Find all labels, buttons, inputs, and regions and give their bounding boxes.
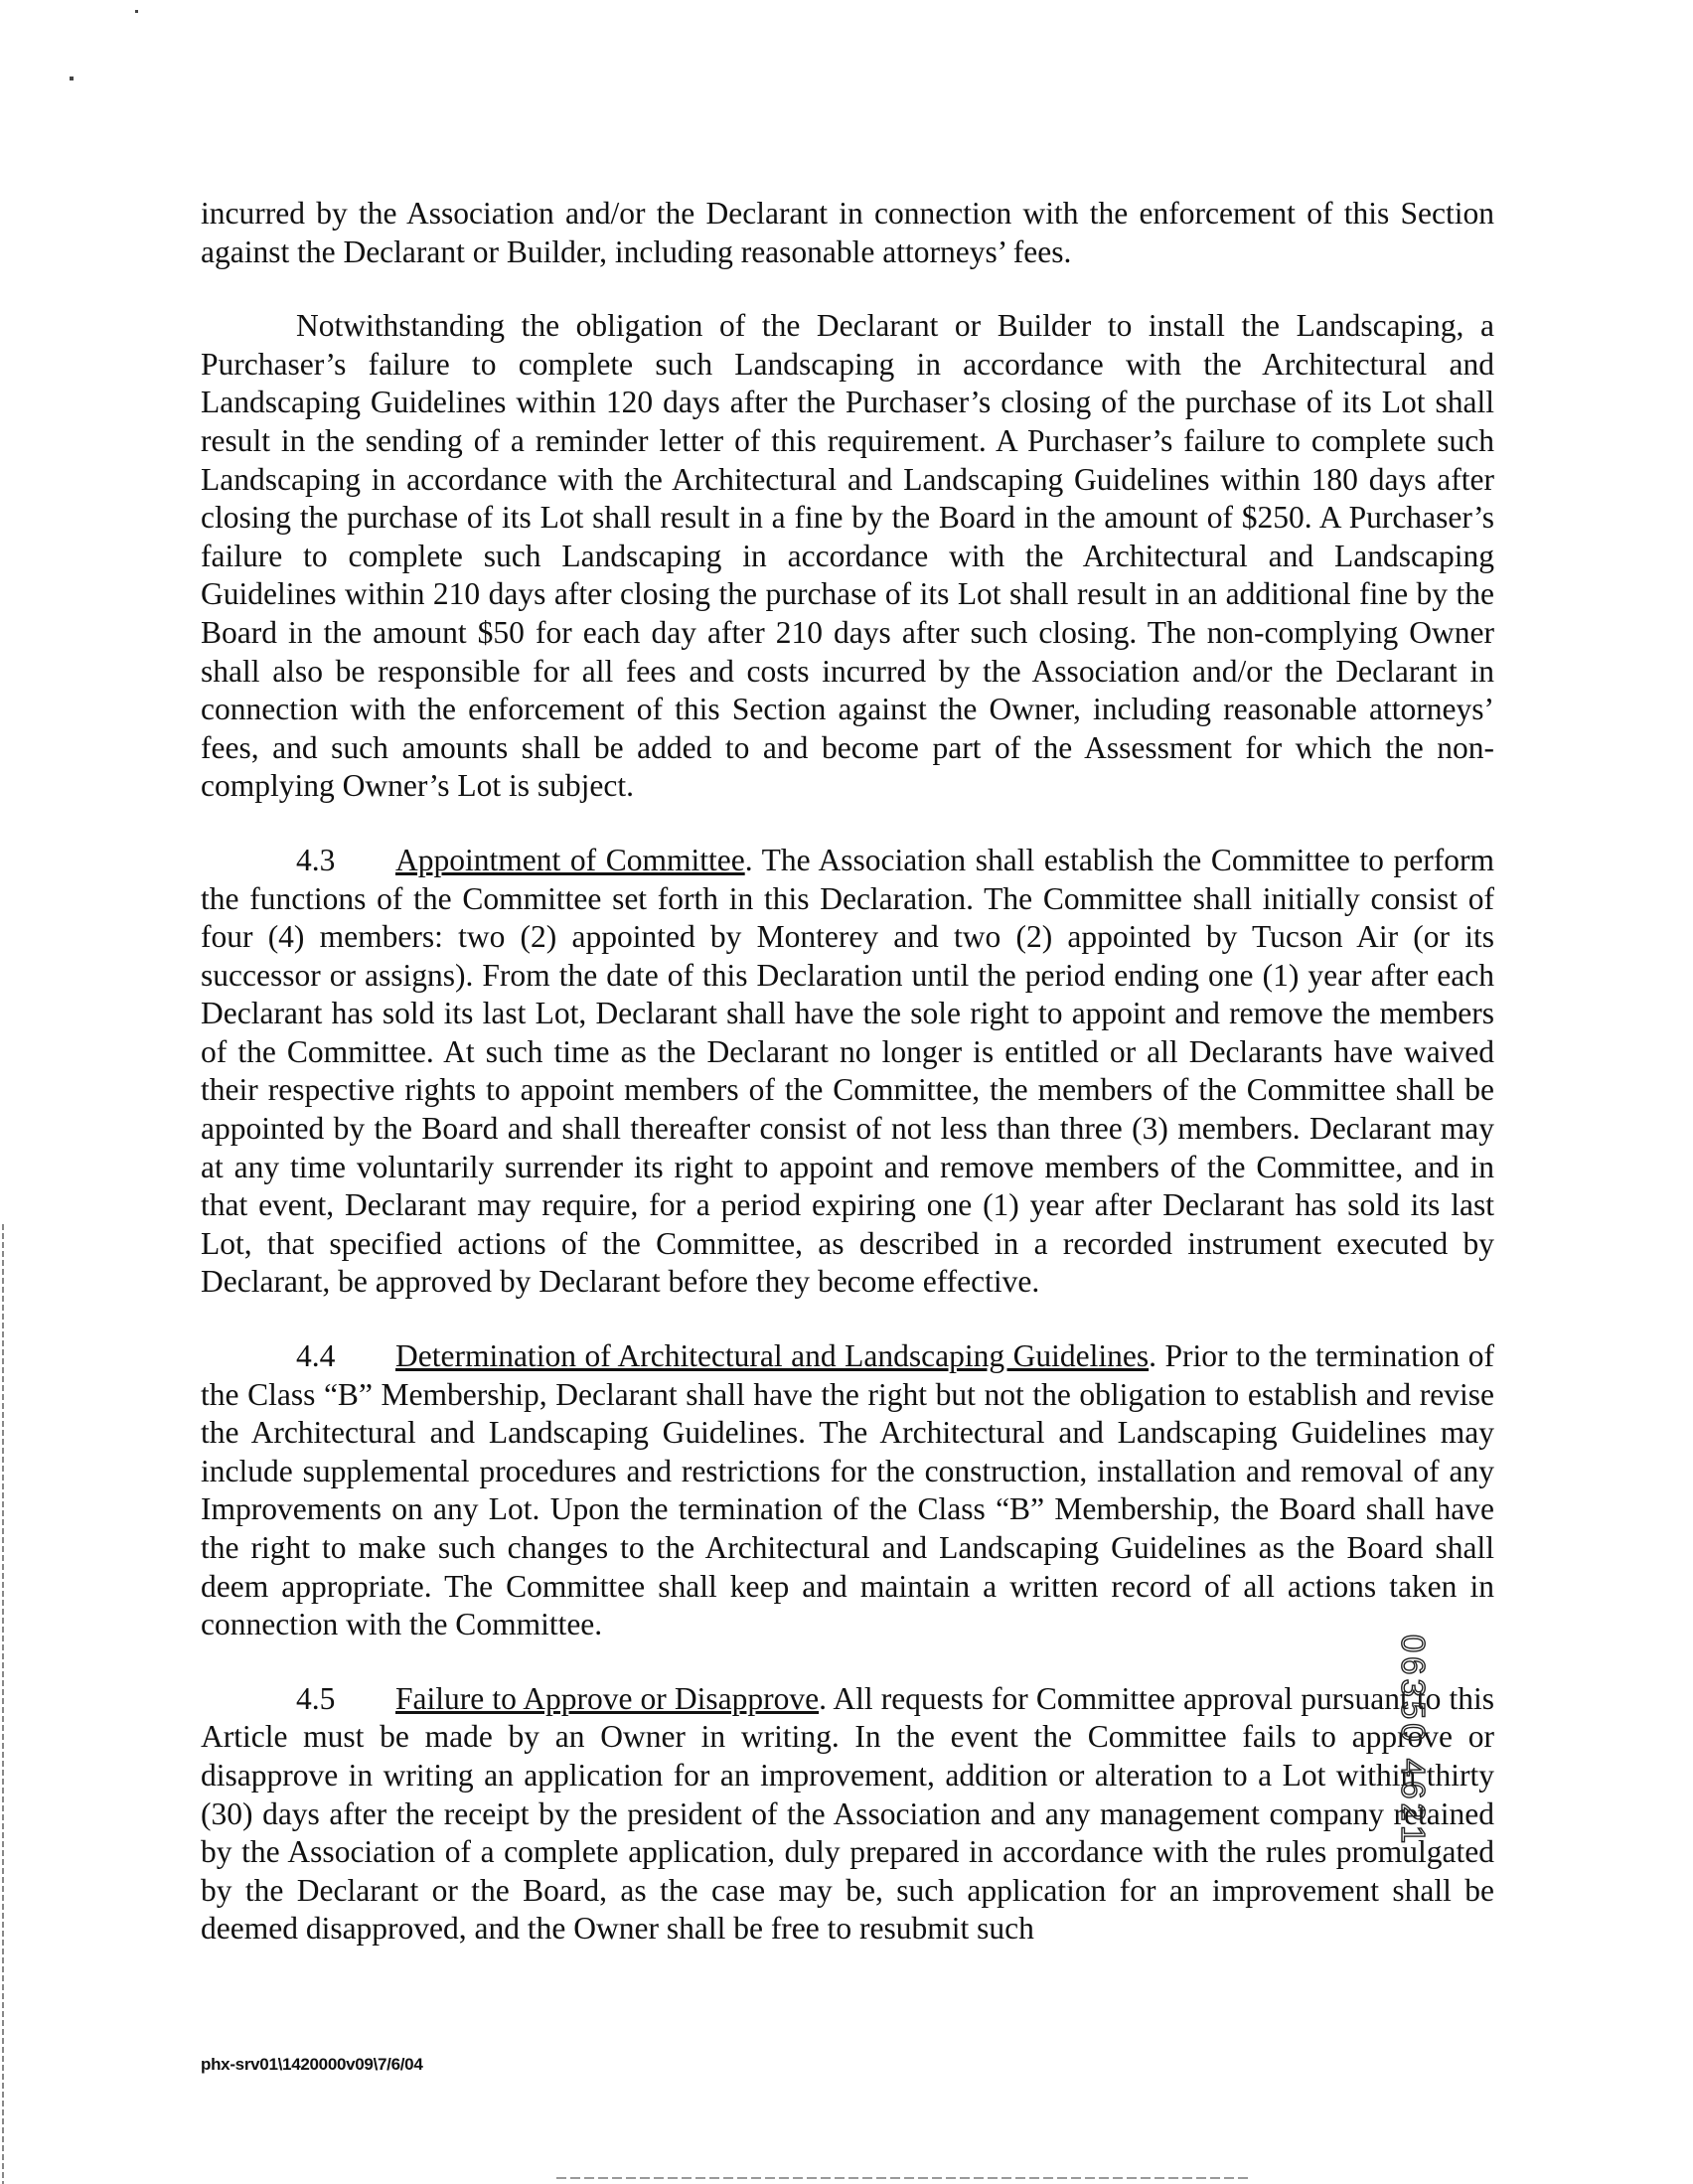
recording-stamp	[1391, 1602, 1435, 1880]
scan-speck	[135, 10, 138, 13]
section-number: 4.3	[296, 842, 336, 877]
section-title: Appointment of Committee	[395, 842, 745, 877]
section-body: . All requests for Committee approval pursuant to this Article must be made by an Owner in writing. In the event the Committee fails to approve or disapprove in writing an application for an improvement, addition or alteration to a Lot within thirty (30) days after the receipt by the president of the Association and any management company retained by the Association of a complete application, duly prepared in accordance with the rules promulgated by the Declarant or the Board, as the case may be, such application for an improvement shall be deemed disapproved, and the Owner shall be free to resubmit such	[201, 1680, 1494, 1947]
section-number: 4.4	[296, 1338, 336, 1374]
section-4-5	[201, 1680, 1494, 1949]
section-4-3	[201, 842, 1494, 1302]
section-title: Determination of Architectural and Landscaping Guidelines	[395, 1338, 1150, 1374]
section-number: 4.5	[296, 1680, 336, 1716]
recording-number: 06350 4621	[1395, 1634, 1432, 1848]
scan-bottom-line	[556, 2177, 1252, 2179]
section-body: . The Association shall establish the Committee to perform the functions of the Committee set forth in this Declaration. The Committee shall initially consist of four (4) members: two (2) appointed by Monterey and two (2) appointed by Tucson Air (or its successor or assigns). From the date of this Declaration until the period ending one (1) year after each Declarant has sold its last Lot, Declarant shall have the sole right to appoint and remove the members of the Committee. At such time as the Declarant no longer is entitled or all Declarants have waived their respective rights to appoint members of the Committee, the members of the Committee shall be appointed by the Board and shall thereafter consist of not less than three (3) members. Declarant may at any time voluntarily surrender its right to appoint and remove members of the Committee, and in that event, Declarant may require, for a period expiring one (1) year after Declarant has sold its last Lot, that specified actions of the Committee, as described in a recorded instrument executed by Declarant, be approved by Declarant before they become effective.	[201, 842, 1494, 1300]
paragraph-landscaping-fines: Notwithstanding the obligation of the Declarant or Builder to install the Landscaping, a Purchaser’s failure to complete such Landscaping in accordance with the Architectural and Landscaping Guidelines within 120 days after the Purchaser’s closing of the purchase of its Lot shall result in the sending of a reminder letter of this requirement. A Purchaser’s failure to complete such Landscaping in accordance with the Architectural and Landscaping Guidelines within 180 days after closing the purchase of its Lot shall result in a fine by the Board in the amount of $250. A Purchaser’s failure to complete such Landscaping in accordance with the Architectural and Landscaping Guidelines within 210 days after closing the purchase of its Lot shall result in an additional fine by the Board in the amount $50 for each day after 210 days after such closing. The non-complying Owner shall also be responsible for all fees and costs incurred by the Association and/or the Declarant in connection with the enforcement of this Section against the Owner, including reasonable attorneys’ fees, and such amounts shall be added to and become part of the Assessment for which the non-complying Owner’s Lot is subject.	[201, 308, 1494, 804]
scan-speck	[70, 77, 74, 80]
section-title: Failure to Approve or Disapprove	[395, 1680, 820, 1716]
document-body	[201, 195, 1494, 1984]
scan-edge-line	[2, 1224, 4, 2184]
paragraph-continuation: incurred by the Association and/or the Declarant in connection with the enforcement of this Section against the Declarant or Builder, including reasonable attorneys’ fees.	[201, 196, 1494, 269]
footer-doc-id: phx-srv01\1420000v09\7/6/04	[201, 2055, 423, 2074]
section-body: . Prior to the termination of the Class “B” Membership, Declarant shall have the right but not the obligation to establish and revise the Architectural and Landscaping Guidelines. The Architectural and Landscaping Guidelines may include supplemental procedures and restrictions for the construction, installation and removal of any Improvements on any Lot. Upon the termination of the Class “B” Membership, the Board shall have the right to make such changes to the Architectural and Landscaping Guidelines as the Board shall deem appropriate. The Committee shall keep and maintain a written record of all actions taken in connection with the Committee.	[201, 1338, 1494, 1642]
section-4-4	[201, 1337, 1494, 1644]
